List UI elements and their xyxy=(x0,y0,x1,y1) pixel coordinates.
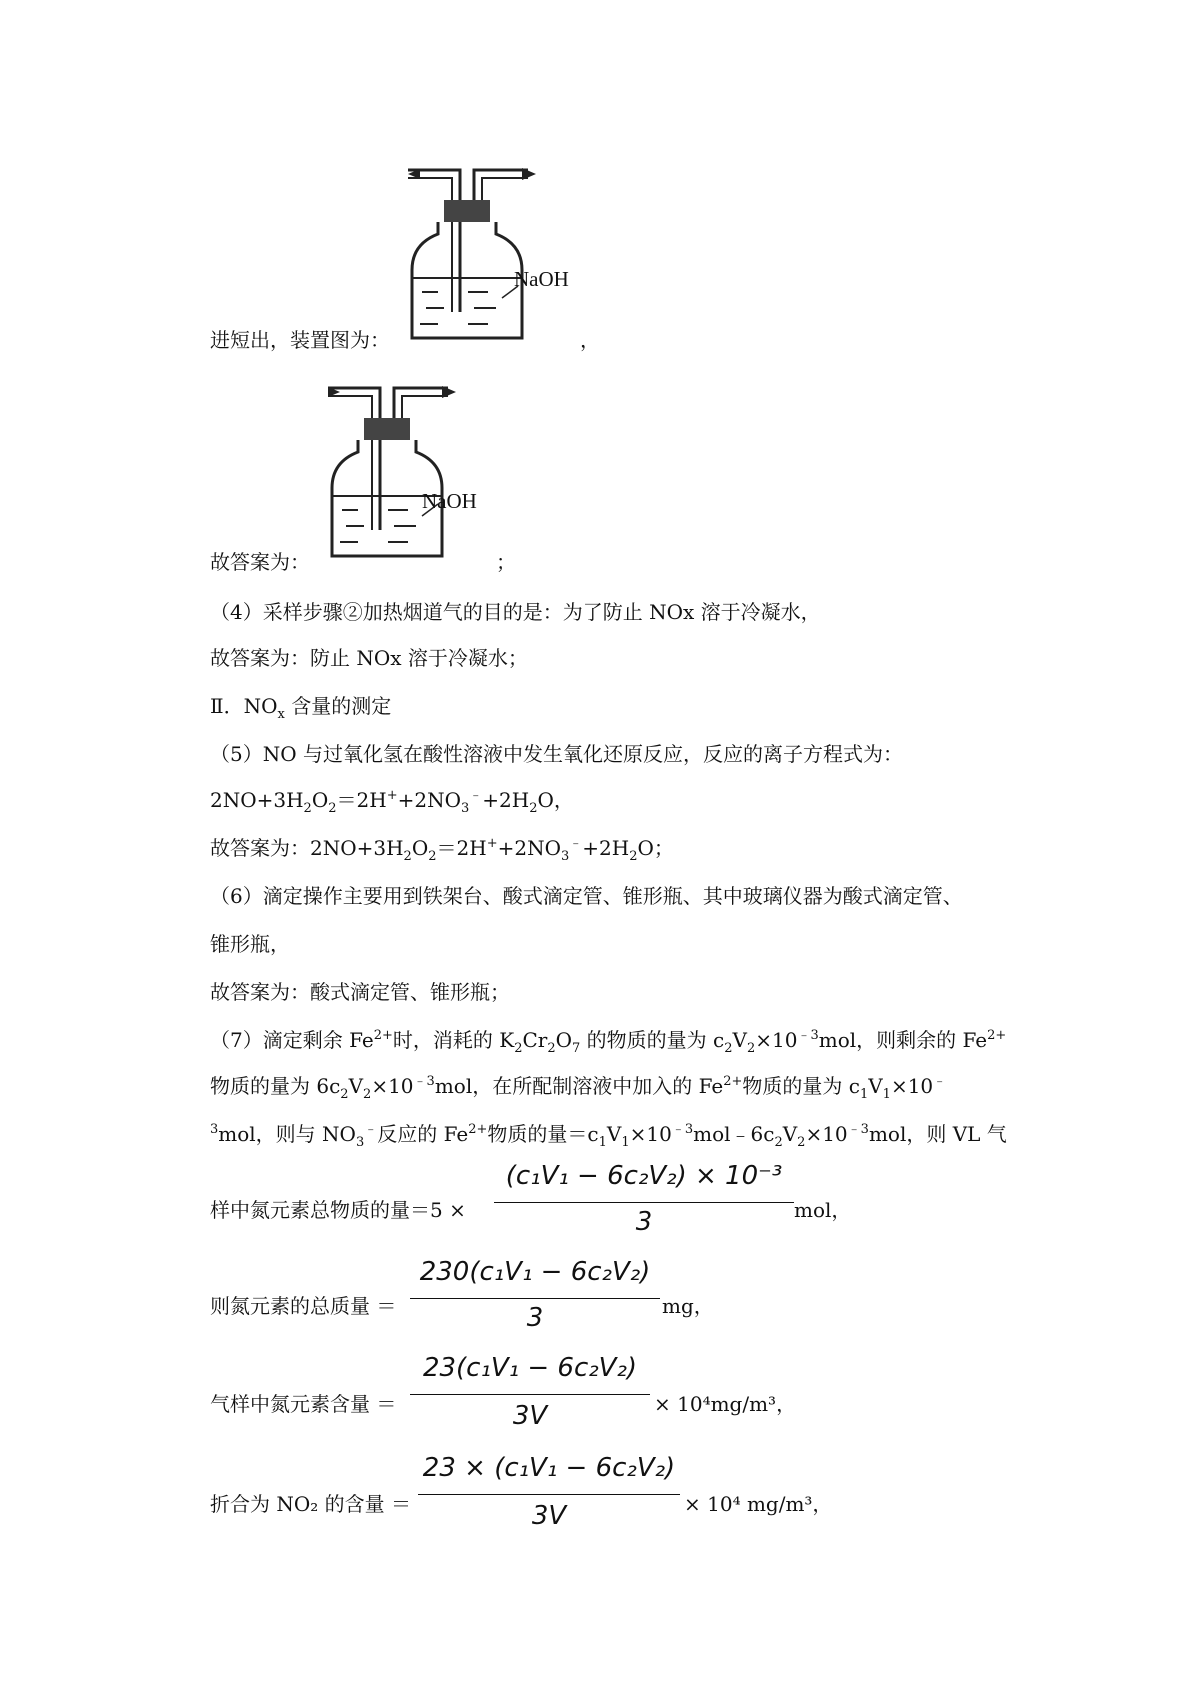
item-4-text: （4）采样步骤②加热烟道气的目的是：为了防止 NOx 溶于冷凝水， xyxy=(210,600,821,624)
fraction-4-numerator: 23 × (c₁V₁ − 6c₂V₂) xyxy=(422,1453,676,1483)
fraction-3-numerator: 23(c₁V₁ − 6c₂V₂) xyxy=(422,1353,638,1383)
answer-6-text: 故答案为：酸式滴定管、锥形瓶； xyxy=(210,980,510,1004)
gas-washing-bottle-figure-2 xyxy=(318,378,508,568)
nitrogen-content-unit: × 10⁴mg/m³， xyxy=(654,1392,797,1416)
naoh-label-1: NaOH xyxy=(514,267,569,291)
answer-4-text: 故答案为：防止 NOx 溶于冷凝水； xyxy=(210,646,528,670)
fraction-4-denominator: 3V xyxy=(531,1501,567,1531)
gas-washing-bottle-figure-1 xyxy=(398,160,588,350)
no2-content-prefix: 折合为 NO₂ 的含量 ＝ xyxy=(210,1492,411,1516)
item-5-text: （5）NO 与过氧化氢在酸性溶液中发生氧化还原反应，反应的离子方程式为： xyxy=(210,742,903,766)
apparatus-intro-text: 进短出，装置图为： xyxy=(210,328,390,352)
fraction-2-numerator: 230(c₁V₁ − 6c₂V₂) xyxy=(419,1257,651,1287)
total-moles-prefix: 样中氮元素总物质的量＝5 × xyxy=(210,1198,466,1222)
apparatus-1-suffix: ， xyxy=(580,328,600,352)
fraction-total-moles xyxy=(494,1160,794,1246)
fraction-3-denominator: 3V xyxy=(512,1401,548,1431)
no2-content-unit: × 10⁴ mg/m³， xyxy=(684,1492,833,1516)
total-mass-unit: mg， xyxy=(662,1294,714,1318)
nitrogen-content-prefix: 气样中氮元素含量 ＝ xyxy=(210,1392,397,1416)
answer-prefix-2: 故答案为： xyxy=(210,550,310,574)
item-6-text: （6）滴定操作主要用到铁架台、酸式滴定管、锥形瓶、其中玻璃仪器为酸式滴定管、 xyxy=(210,884,963,908)
ionic-equation: $2NO+3H_2O_2=2H^++2NO_3^﹣+2H_2O$， xyxy=(210,788,574,816)
item-7-line-3: $^3$mol，则与 $NO_3^﹣$反应的 $Fe^{2+}$物质的量$=c_1V_1\times 10^{﹣3}mol﹣6c_2V_2\times 10^{﹣3}mol$，则 VL 气 xyxy=(210,1122,1007,1150)
section-2-heading: Ⅱ．$NO_x$ 含量的测定 xyxy=(210,694,392,722)
total-mass-prefix: 则氮元素的总质量 ＝ xyxy=(210,1294,397,1318)
fraction-no2-content xyxy=(418,1452,680,1540)
fraction-1-denominator: 3 xyxy=(635,1207,653,1237)
fraction-total-mass xyxy=(410,1256,660,1342)
item-7-line-2: 物质的量为 $6c_2V_2\times 10^{﹣3}mol$，在所配制溶液中加入的 $Fe^{2+}$物质的量为 $c_1V_1\times 10^﹣$ xyxy=(210,1074,947,1102)
fraction-nitrogen-content xyxy=(410,1352,650,1440)
apparatus-2-suffix: ； xyxy=(496,550,516,574)
item-6-continued: 锥形瓶， xyxy=(210,932,290,956)
naoh-label-2: NaOH xyxy=(422,489,477,513)
total-moles-unit: mol， xyxy=(794,1198,852,1222)
line-apparatus-1 xyxy=(210,326,390,354)
answer-5-text: 故答案为：$2NO+3H_2O_2=2H^++2NO_3^﹣+2H_2O$； xyxy=(210,836,674,864)
line-apparatus-2 xyxy=(210,548,310,576)
fraction-2-denominator: 3 xyxy=(526,1303,544,1333)
item-7-line-1: （7）滴定剩余 $Fe^{2+}$时，消耗的 $K_2Cr_2O_7$ 的物质的量为 $c_2V_2\times 10^{﹣3}mol$，则剩余的 $Fe^{2+}$ xyxy=(210,1028,1007,1056)
fraction-1-numerator: (c₁V₁ − 6c₂V₂) × 10⁻³ xyxy=(505,1161,783,1191)
